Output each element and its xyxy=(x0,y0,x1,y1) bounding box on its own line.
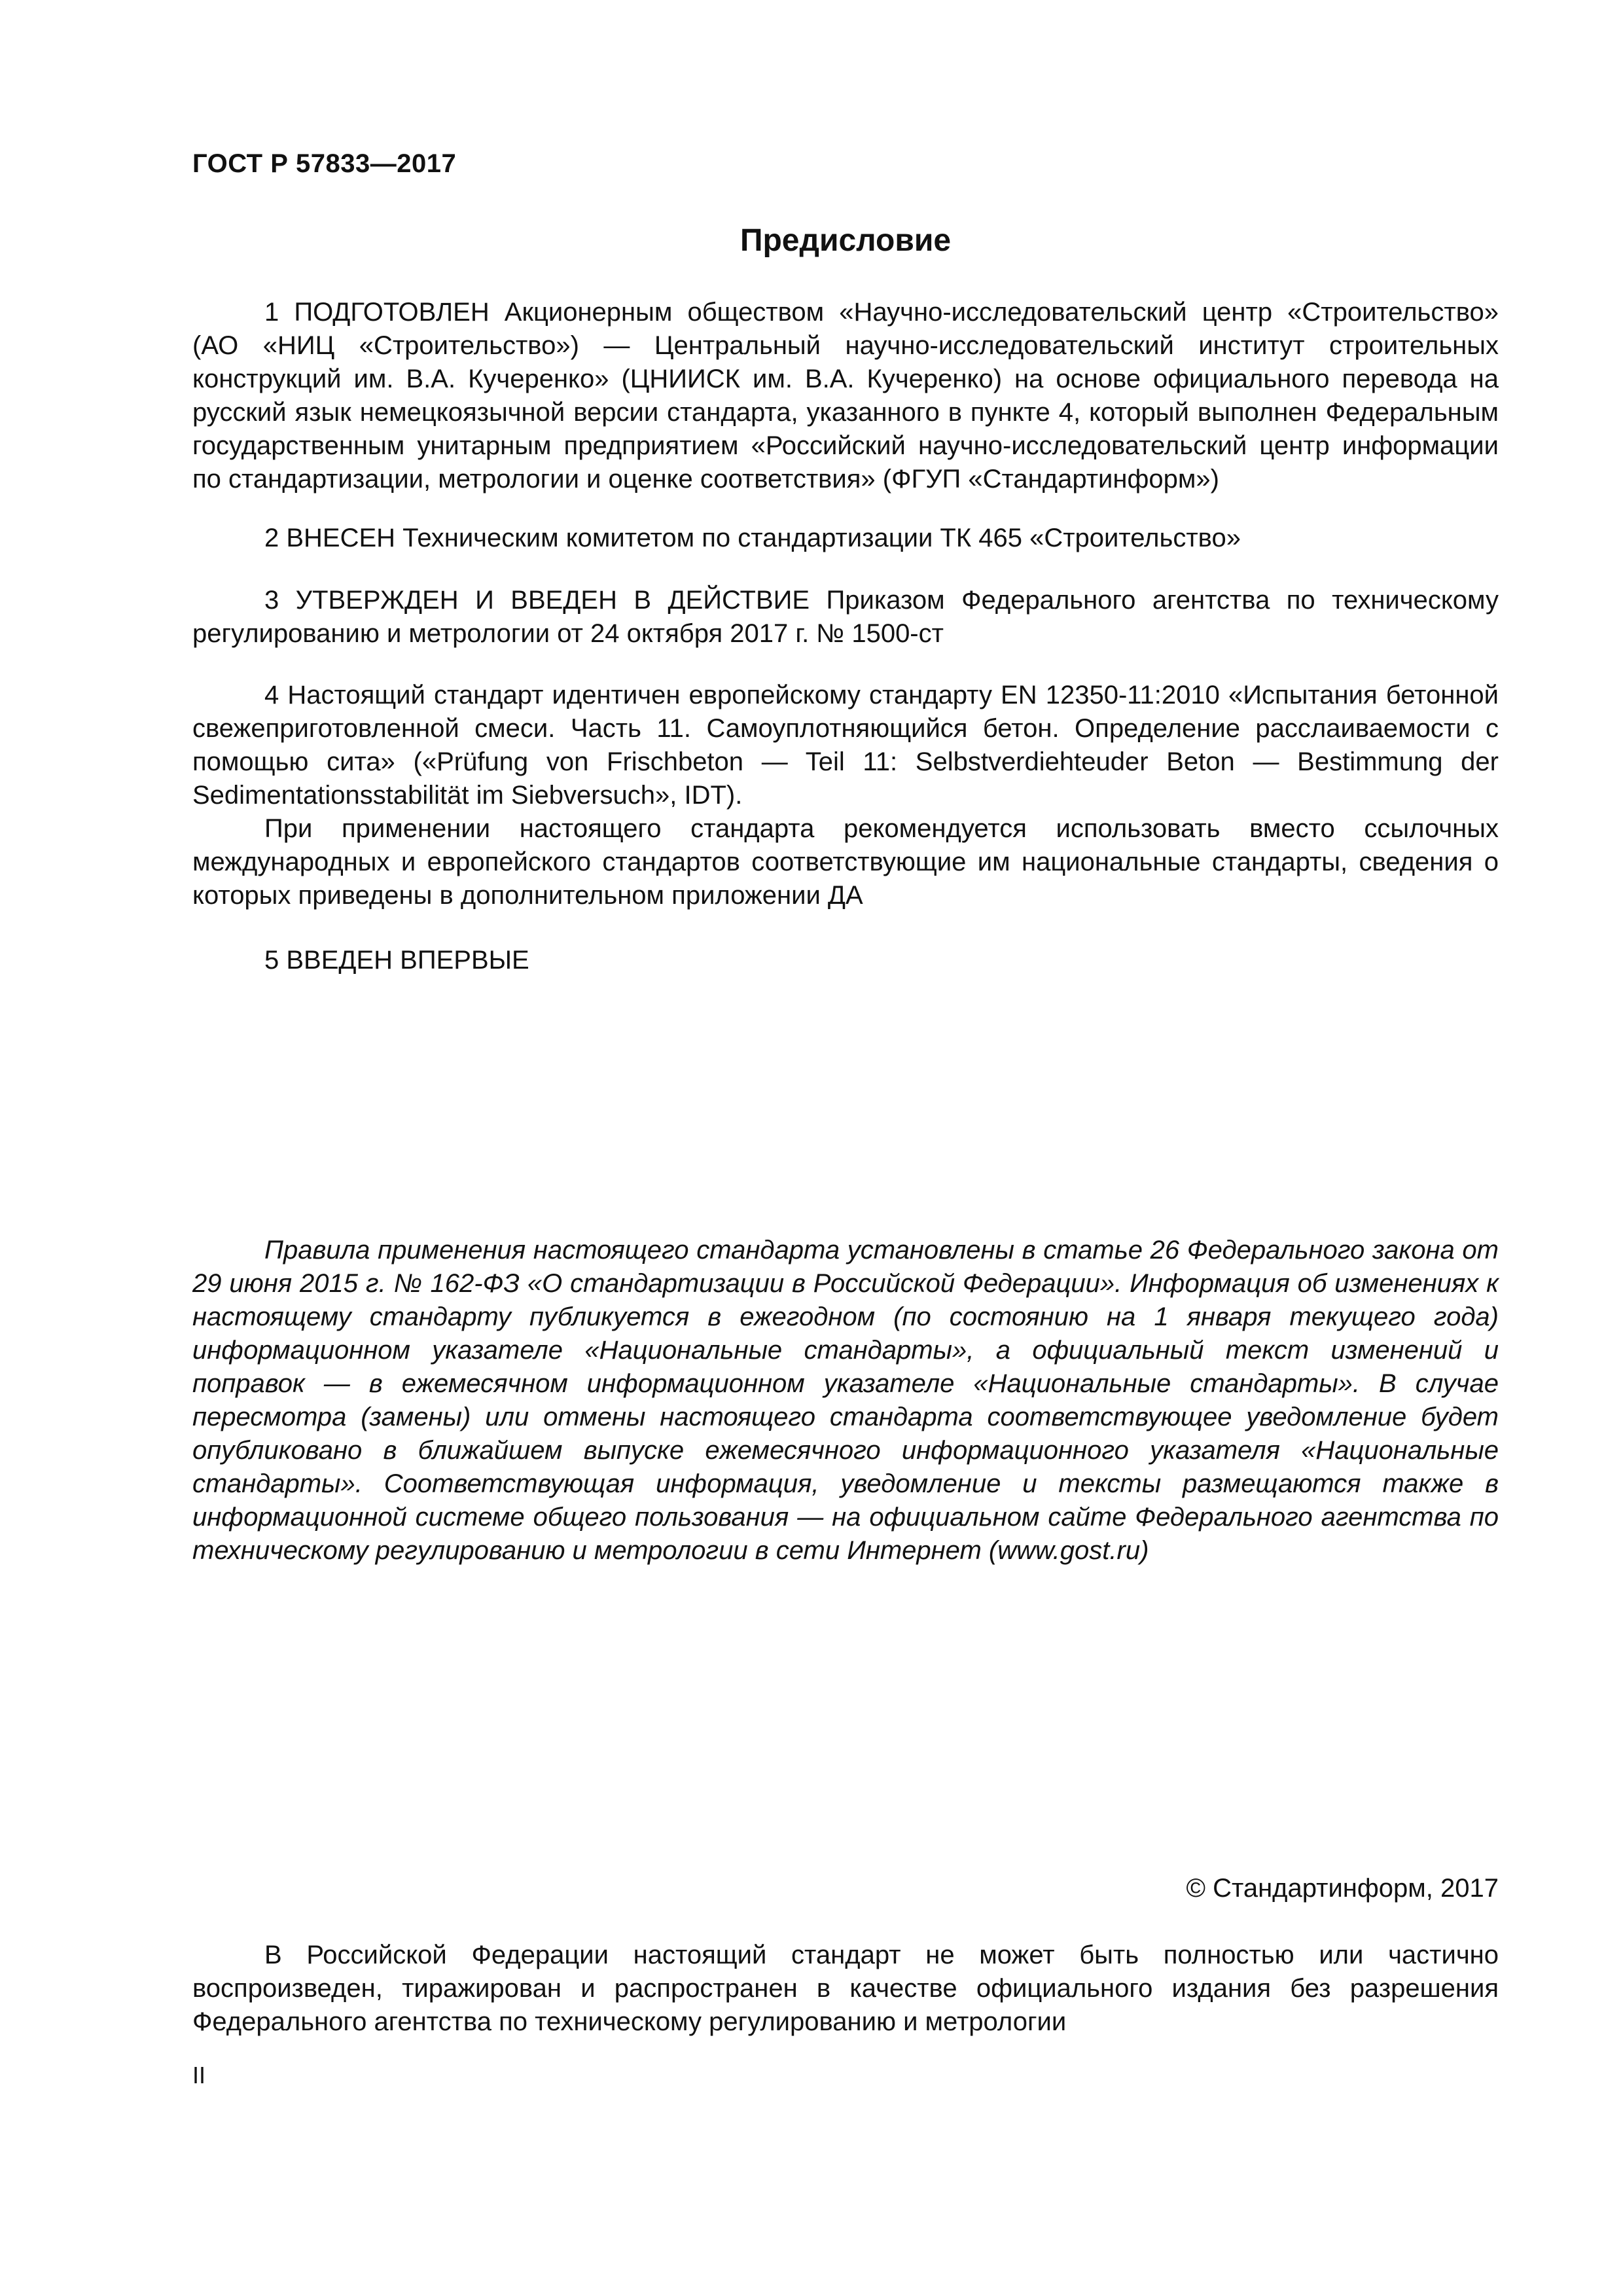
rules-note-block xyxy=(192,1234,1499,1568)
rules-note: Правила применения настоящего стандарта установлены в статье 26 Федерального закона от 29 июня 2015 г. № 162-ФЗ «О стандартизации в Российской Федерации». Информация об изменениях к настоящему стандарту публикуется в ежегодном (по состоянию на 1 января текущего года) информационном указателе «Национальные стандарты», а официальный текст изменений и поправок — в ежемесячном информационном указателе «Национальные стандарты». В случае пересмотра (замены) или отмены настоящего стандарта соответствующее уведомление будет опубликовано в ближайшем выпуске ежемесячного информационного указателя «Национальные стандарты». Соответствующая информация, уведомление и тексты размещаются также в информационной системе общего пользования — на официальном сайте Федерального агентства по техническому регулированию и метрологии в сети Интернет (www.gost.ru) xyxy=(192,1236,1499,1565)
page-number: II xyxy=(192,2062,206,2089)
item-2-block xyxy=(192,522,1499,555)
paragraph-item-1: 1 ПОДГОТОВЛЕН Акционерным обществом «Научно-исследовательский центр «Строительство» (АО «НИЦ «Строительство») — Центральный научно-исследовательский институт строительных конструкций им. В.А. Кучеренко» (ЦНИИСК им. В.А. Кучеренко) на основе официального перевода на русский язык немецкоязычной версии стандарта, указанного в пункте 4, который выполнен Федеральным государственным унитарным предприятием «Российский научно-исследовательский центр информации по стандартизации, метрологии и оценке соответствия» (ФГУП «Стандартинформ») xyxy=(192,298,1499,493)
item-5-block xyxy=(192,944,1499,977)
item-3-block xyxy=(192,584,1499,651)
rights-note-block xyxy=(192,1939,1499,2039)
paragraph-item-4: 4 Настоящий стандарт идентичен европейскому стандарту EN 12350-11:2010 «Испытания бетонной свежеприготовленной смеси. Часть 11. Самоуплотняющийся бетон. Определение расслаиваемости с помощью сита» («Prüfung von Frischbeton — Teil 11: Selbstverdiehteuder Beton — Bestimmung der Sedimentationsstabilität im Siebversuch», IDT). xyxy=(192,681,1499,810)
paragraph-item-2: 2 ВНЕСЕН Техническим комитетом по стандартизации ТК 465 «Строительство» xyxy=(264,524,1241,552)
paragraph-item-3: 3 УТВЕРЖДЕН И ВВЕДЕН В ДЕЙСТВИЕ Приказом Федерального агентства по техническому регулированию и метрологии от 24 октября 2017 г. № 1500-ст xyxy=(192,586,1499,648)
document-code: ГОСТ Р 57833—2017 xyxy=(192,149,457,178)
copyright-line: © Стандартинформ, 2017 xyxy=(1186,1874,1499,1903)
item-1-block xyxy=(192,296,1499,496)
item-4-block xyxy=(192,679,1499,912)
rights-note: В Российской Федерации настоящий стандарт не может быть полностью или частично воспроизведен, тиражирован и распространен в качестве официального издания без разрешения Федерального агентства по техническому регулированию и метрологии xyxy=(192,1941,1499,2036)
page-title: Предисловие xyxy=(740,223,952,258)
paragraph-item-4-note: При применении настоящего стандарта рекомендуется использовать вместо ссылочных международных и европейского стандартов соответствующие им национальные стандарты, сведения о которых приведены в дополнительном приложении ДА xyxy=(192,814,1499,910)
paragraph-item-5: 5 ВВЕДЕН ВПЕРВЫЕ xyxy=(264,946,529,975)
